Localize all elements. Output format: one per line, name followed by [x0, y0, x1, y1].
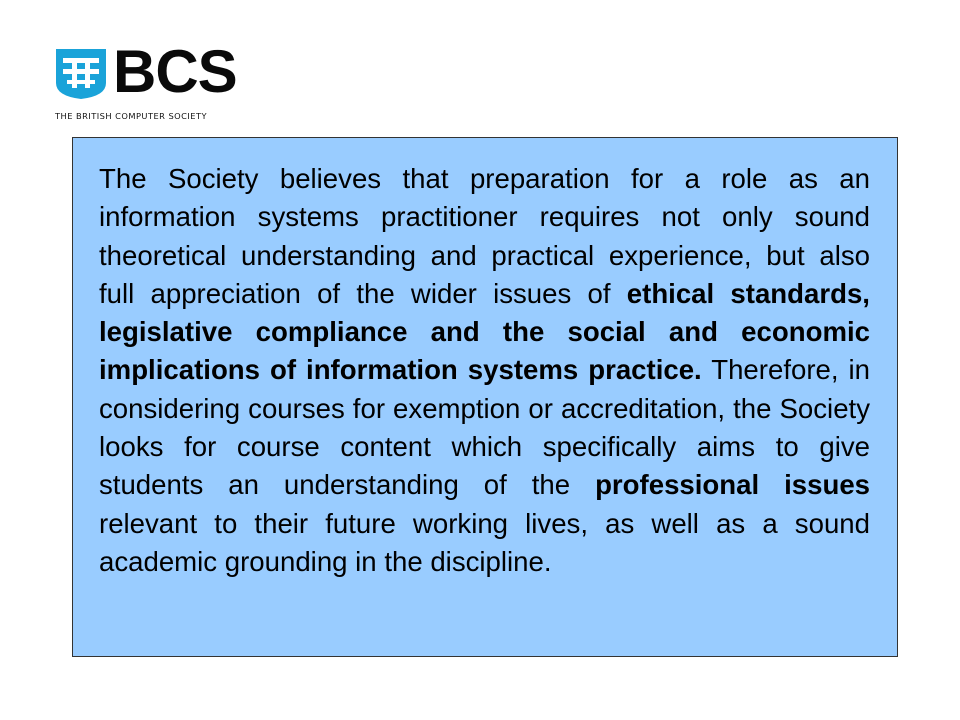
body-emphasis-segment: professional issues	[595, 469, 871, 501]
logo-letters: BCS	[113, 38, 237, 105]
body-text-segment: Therefore, in considering courses for exemption or accreditation, the Society looks for course content which specifically aims to give students an understanding of the	[99, 354, 870, 501]
bcs-logo	[55, 38, 245, 128]
body-paragraph	[99, 160, 870, 581]
body-emphasis-segment: ethical standards, legislative compliance and the social and economic implications of information systems practice.	[99, 277, 870, 386]
logo-tagline: THE BRITISH COMPUTER SOCIETY	[55, 111, 208, 121]
body-text-segment: relevant to their future working lives, as well as a sound academic grounding in the discipline.	[99, 507, 870, 577]
bcs-shield-icon	[55, 48, 107, 100]
quote-text-box	[72, 137, 898, 657]
body-text-segment: The Society believes that preparation for a role as an information systems practitioner requires not only sound theoretical understanding and practical experience, but also full appreciation of the wider issues of	[99, 163, 870, 309]
